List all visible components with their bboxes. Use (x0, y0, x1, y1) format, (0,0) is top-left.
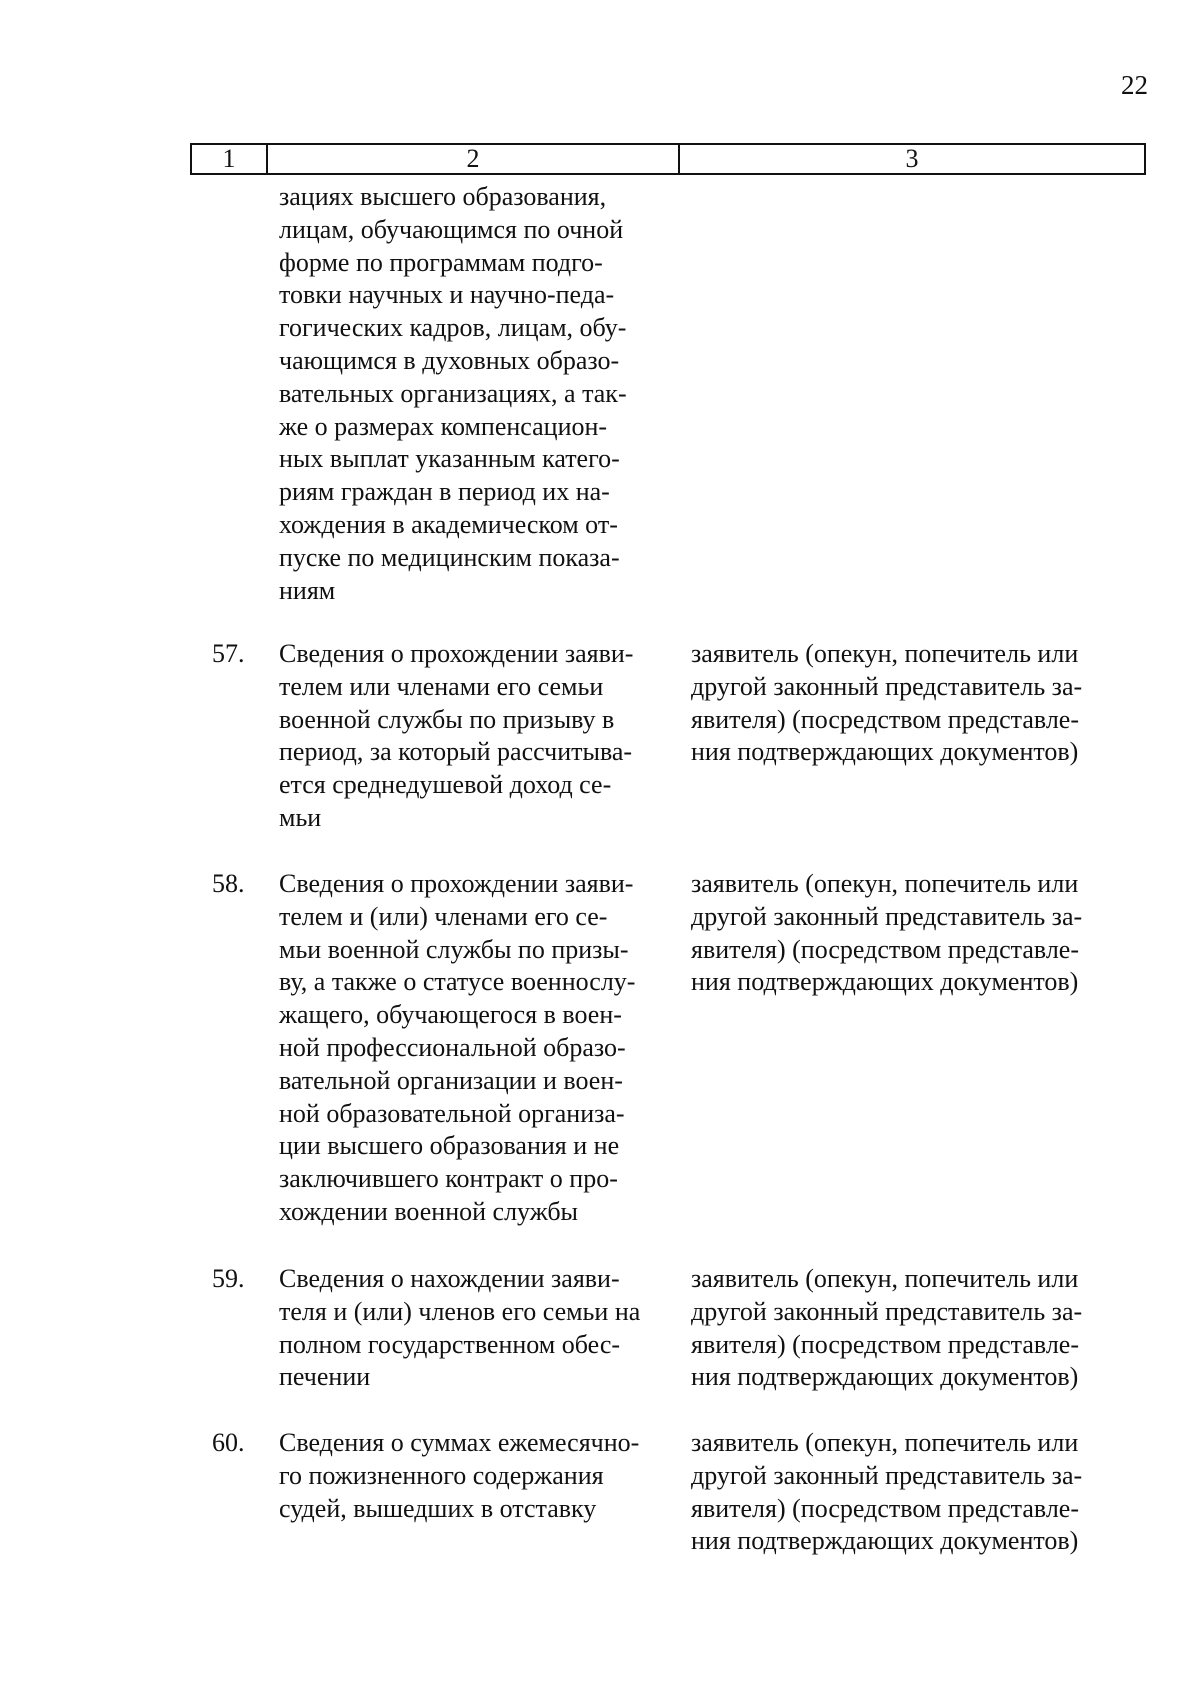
row-source-58: заявитель (опекун, попечитель или другой законный представитель за- явителя) (посредством представле- ния подтверждающих документов) (691, 869, 1083, 997)
row-number-58: 58. (212, 869, 245, 898)
row-description-58: Сведения о прохождении заяви- телем и (или) членами его се- мьи военной службы по призы- ву, а также о статусе военнослу- жащего, обучающегося в воен- ной профессиональной образо- вательной организации и воен- ной образовательной организа- ции высшего образования и не заключившего контракт о про- хождении военной службы (279, 869, 636, 1226)
page-number: 22 (1121, 70, 1148, 100)
row-source-60: заявитель (опекун, попечитель или другой законный представитель за- явителя) (посредством представле- ния подтверждающих документов) (691, 1428, 1083, 1556)
row-source-59: заявитель (опекун, попечитель или другой законный представитель за- явителя) (посредством представле- ния подтверждающих документов) (691, 1264, 1083, 1392)
header-col-2: 2 (268, 145, 680, 173)
header-col-1: 1 (192, 145, 268, 173)
header-col-3: 3 (905, 144, 919, 173)
row-number-60: 60. (212, 1428, 245, 1457)
row-description-59: Сведения о нахождении заяви- теля и (или) членов его семьи на полном государственном обес- печении (279, 1264, 641, 1392)
row-number-59: 59. (212, 1264, 245, 1293)
continuation-description: зациях высшего образования, лицам, обучающимся по очной форме по программам подго- товки научных и научно-педа- гогических кадров, лицам, обу- чающимся в духовных образо- вательных организациях, а так- же о размерах компенсацион- ных выплат указанным катего- риям граждан в период их на- хождения в академическом от- пуске по медицинским показа- ниям (279, 182, 627, 605)
row-number-57: 57. (212, 639, 245, 668)
table-header-row (190, 143, 1146, 175)
row-description-57: Сведения о прохождении заяви- телем или членами его семьи военной службы по призыву в период, за который рассчитыва- ется среднедушевой доход се- мьи (279, 639, 634, 832)
row-source-57: заявитель (опекун, попечитель или другой законный представитель за- явителя) (посредством представле- ния подтверждающих документов) (691, 639, 1083, 767)
row-description-60: Сведения о суммах ежемесячно- го пожизненного содержания судей, вышедших в отставку (279, 1428, 640, 1523)
